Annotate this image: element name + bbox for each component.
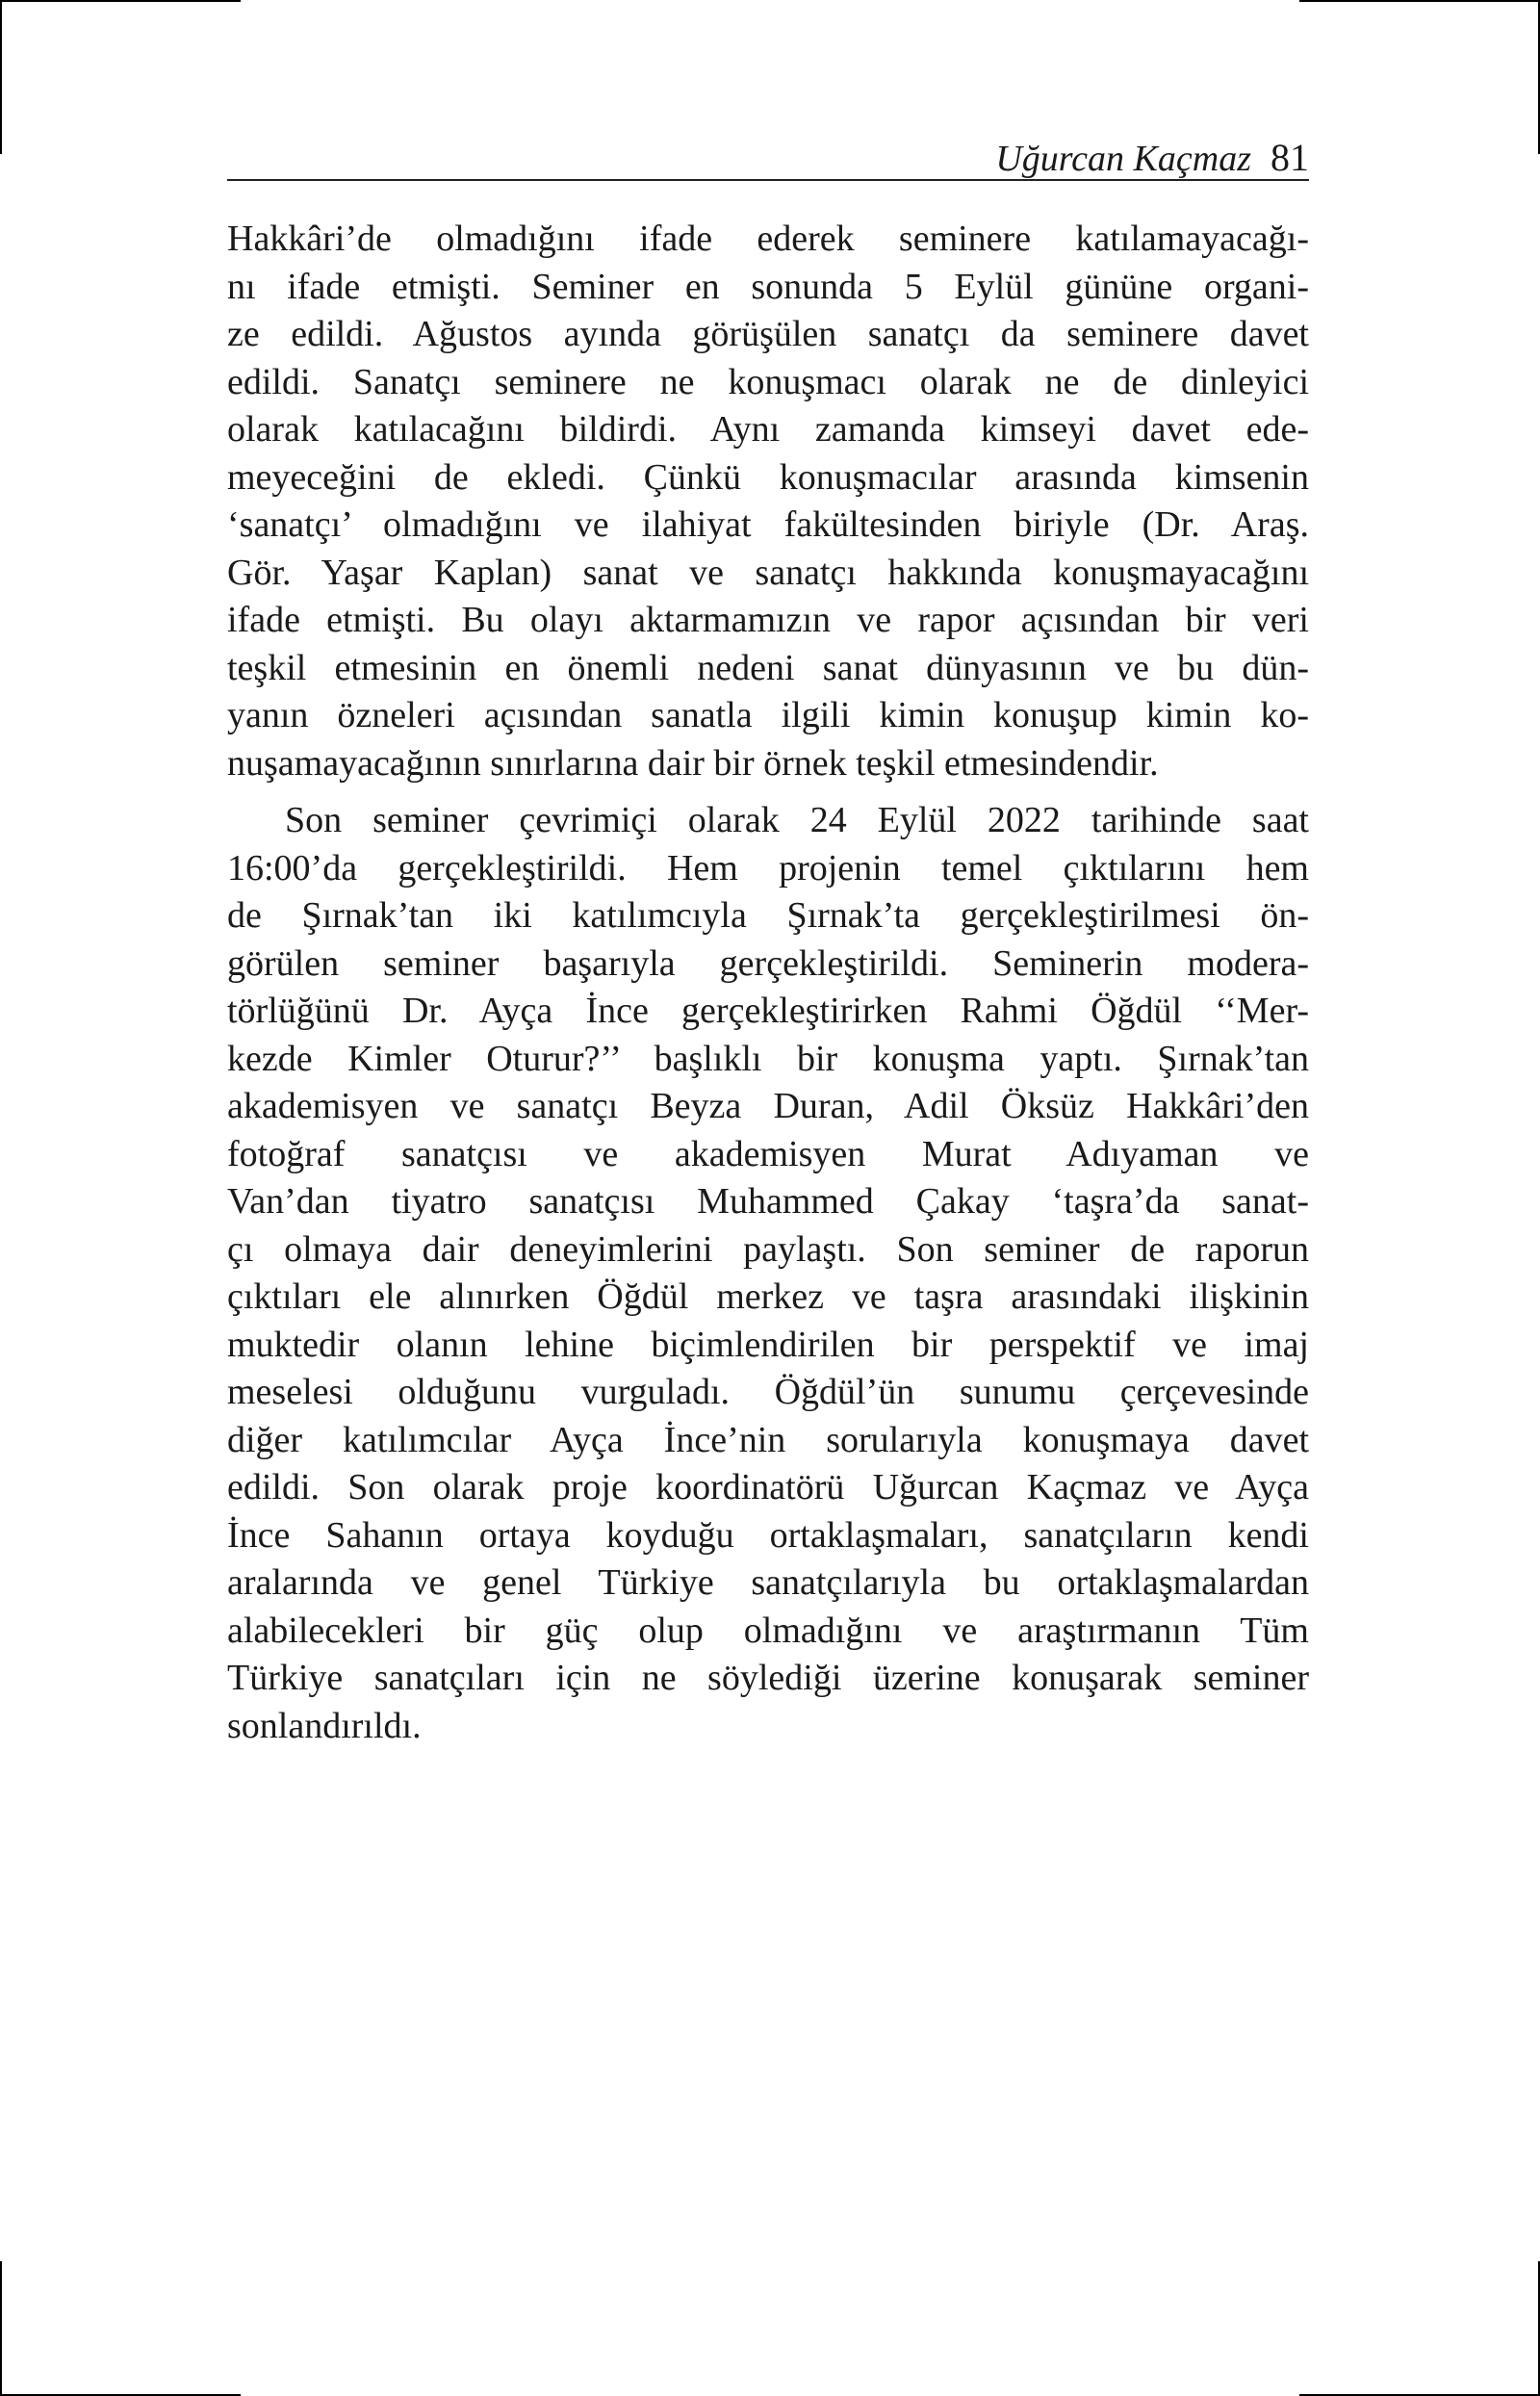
crop-mark-bottom-left-v xyxy=(0,2261,2,2396)
text-line: meyeceğini de ekledi. Çünkü konuşmacılar arasında kimsenin xyxy=(227,456,1309,498)
text-line: ifade etmişti. Bu olayı aktarmamızın ve rapor açısından bir veri xyxy=(227,600,1309,640)
paragraph-1 xyxy=(227,216,1309,787)
text-line: ze edildi. Ağustos ayında görüşülen sanatçı da seminere davet xyxy=(227,314,1309,354)
text-line: muktedir olanın lehine biçimlendirilen bir perspektif ve imaj xyxy=(227,1324,1309,1365)
text-line: edildi. Son olarak proje koordinatörü Uğurcan Kaçmaz ve Ayça xyxy=(227,1467,1309,1507)
text-line: Türkiye sanatçıları için ne söylediği üzerine konuşarak seminer xyxy=(227,1658,1309,1698)
text-line: yanın özneleri açısından sanatla ilgili kimin konuşup kimin ko- xyxy=(227,695,1309,735)
text-line: Van’dan tiyatro sanatçısı Muhammed Çakay ‘taşra’da sanat- xyxy=(227,1181,1309,1222)
text-line: fotoğraf sanatçısı ve akademisyen Murat Adıyaman ve xyxy=(227,1133,1309,1174)
text-line: olarak katılacağını bildirdi. Aynı zamanda kimseyi davet ede- xyxy=(227,409,1309,450)
page-number: 81 xyxy=(1270,136,1309,179)
text-line: 16:00’da gerçekleştirildi. Hem projenin temel çıktılarını hem xyxy=(227,847,1309,889)
text-line: kezde Kimler Oturur?’’ başlıklı bir konuşma yaptı. Şırnak’tan xyxy=(227,1038,1309,1079)
paragraph-gap xyxy=(227,787,1309,797)
text-line: görülen seminer başarıyla gerçekleştirildi. Seminerin modera- xyxy=(227,942,1309,984)
text-line: nuşamayacağının sınırlarına dair bir örnek teşkil etmesindendir. xyxy=(227,742,1159,784)
text-line: edildi. Sanatçı seminere ne konuşmacı olarak ne de dinleyici xyxy=(227,361,1309,402)
body-text xyxy=(227,216,1309,1750)
text-line: diğer katılımcılar Ayça İnce’nin sorularıyla konuşmaya davet xyxy=(227,1419,1309,1460)
crop-mark-top-left-v xyxy=(0,0,2,154)
text-line: akademisyen ve sanatçı Beyza Duran, Adil Öksüz Hakkâri’den xyxy=(227,1086,1309,1126)
paragraph-2 xyxy=(227,797,1309,1750)
text-line: ‘sanatçı’ olmadığını ve ilahiyat fakültesinden biriyle (Dr. Araş. xyxy=(227,504,1309,545)
text-line: de Şırnak’tan iki katılımcıyla Şırnak’ta gerçekleştirilmesi ön- xyxy=(227,895,1309,936)
text-line: çı olmaya dair deneyimlerini paylaştı. Son seminer de raporun xyxy=(227,1228,1309,1270)
text-line: aralarında ve genel Türkiye sanatçılarıyla bu ortaklaşmalardan xyxy=(227,1562,1309,1603)
text-line: Gör. Yaşar Kaplan) sanat ve sanatçı hakkında konuşmayacağını xyxy=(227,552,1309,593)
text-line: törlüğünü Dr. Ayça İnce gerçekleştirirken Rahmi Öğdül ‘‘Mer- xyxy=(227,991,1309,1031)
text-line: sonlandırıldı. xyxy=(227,1705,422,1746)
text-line: nı ifade etmişti. Seminer en sonunda 5 Eylül gününe organi- xyxy=(227,266,1309,307)
crop-mark-top-left-h xyxy=(0,0,241,2)
text-line: meselesi olduğunu vurguladı. Öğdül’ün sunumu çerçevesinde xyxy=(227,1372,1309,1412)
crop-mark-top-right-h xyxy=(1299,0,1540,2)
text-line: Hakkâri’de olmadığını ifade ederek seminere katılamayacağı- xyxy=(227,219,1309,259)
header-author: Uğurcan Kaçmaz xyxy=(995,139,1251,179)
text-line: çıktıları ele alınırken Öğdül merkez ve taşra arasındaki ilişkinin xyxy=(227,1276,1309,1317)
running-header xyxy=(227,133,1309,181)
text-line: Son seminer çevrimiçi olarak 24 Eylül 2022 tarihinde saat xyxy=(285,800,1309,840)
text-line: İnce Sahanın ortaya koyduğu ortaklaşmaları, sanatçıların kendi xyxy=(227,1514,1309,1556)
text-line: alabilecekleri bir güç olup olmadığını ve araştırmanın Tüm xyxy=(227,1610,1309,1651)
text-line: teşkil etmesinin en önemli nedeni sanat dünyasının ve bu dün- xyxy=(227,647,1309,688)
